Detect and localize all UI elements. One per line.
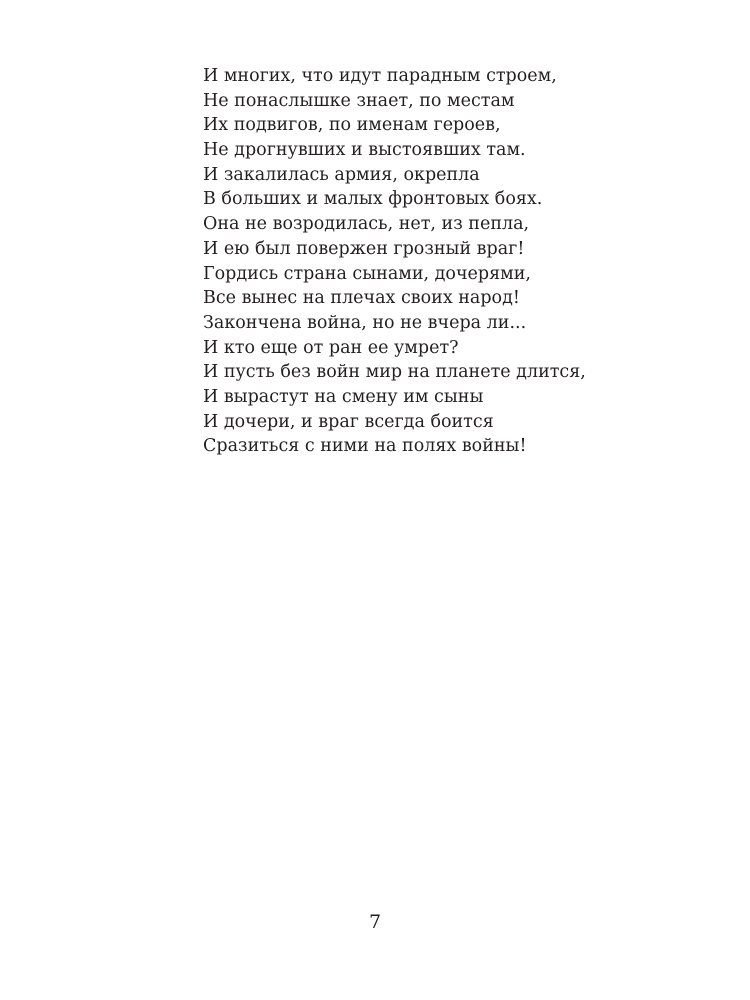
poem-line: Не понаслышке знает, по местам xyxy=(203,90,515,111)
page-number: 7 xyxy=(368,911,382,933)
poem-line: Она не возродилась, нет, из пепла, xyxy=(203,214,530,235)
poem-line: И вырастут на смену им сыны xyxy=(203,386,484,407)
poem-line: Их подвигов, по именам героев, xyxy=(203,115,501,136)
poem-line: И закалилась армия, окрепла xyxy=(203,164,480,185)
poem-line: И многих, что идут парадным строем, xyxy=(203,66,557,86)
poem-line: Все вынес на плечах своих народ! xyxy=(203,288,520,309)
poem-line: В больших и малых фронтовых боях. xyxy=(203,189,543,210)
poem-line: Сразиться с ними на полях войны! xyxy=(203,436,527,457)
poem-line: И ею был повержен грозный враг! xyxy=(203,238,525,259)
poem-text xyxy=(203,64,703,459)
poem-line: И пусть без войн мир на планете длится, xyxy=(203,362,586,383)
poem-line: Не дрогнувших и выстоявших там. xyxy=(203,140,526,161)
poem-line: Закончена война, но не вчера ли... xyxy=(203,312,527,333)
poem-line: И кто еще от ран ее умрет? xyxy=(203,337,459,358)
poem-line: И дочери, и враг всегда боится xyxy=(203,411,494,432)
poem-line: Гордись страна сынами, дочерями, xyxy=(203,263,531,284)
